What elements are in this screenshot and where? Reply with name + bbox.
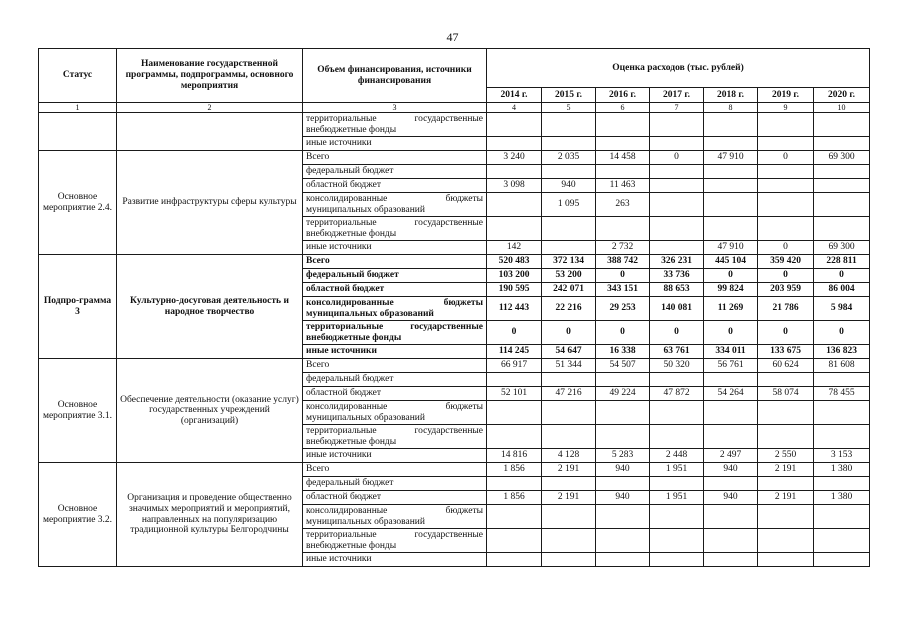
value-cell: 388 742 <box>596 255 650 269</box>
value-cell <box>704 165 758 179</box>
value-cell: 14 458 <box>596 151 650 165</box>
table-body <box>39 113 870 567</box>
value-cell <box>650 505 704 529</box>
value-cell <box>542 553 596 567</box>
value-cell <box>758 217 814 241</box>
column-number: 3 <box>303 103 487 113</box>
value-cell: 3 153 <box>814 449 870 463</box>
value-cell: 3 098 <box>487 179 542 193</box>
value-cell: 343 151 <box>596 283 650 297</box>
value-cell: 54 507 <box>596 359 650 373</box>
value-cell: 140 081 <box>650 297 704 321</box>
value-cell: 0 <box>596 321 650 345</box>
status-cell: Основное мероприятие 2.4. <box>39 151 117 255</box>
funding-source-cell: федеральный бюджет <box>303 477 487 491</box>
value-cell <box>487 425 542 449</box>
value-cell: 142 <box>487 241 542 255</box>
value-cell <box>596 137 650 151</box>
column-number: 10 <box>814 103 870 113</box>
column-number: 5 <box>542 103 596 113</box>
value-cell: 56 761 <box>704 359 758 373</box>
funding-source-cell: иные источники <box>303 137 487 151</box>
value-cell <box>704 217 758 241</box>
value-cell: 2 191 <box>758 491 814 505</box>
value-cell: 0 <box>650 321 704 345</box>
value-cell: 112 443 <box>487 297 542 321</box>
value-cell <box>596 505 650 529</box>
value-cell <box>487 401 542 425</box>
value-cell: 0 <box>704 321 758 345</box>
value-cell <box>758 137 814 151</box>
value-cell: 445 104 <box>704 255 758 269</box>
value-cell <box>542 529 596 553</box>
value-cell <box>758 477 814 491</box>
value-cell <box>814 401 870 425</box>
value-cell: 0 <box>758 151 814 165</box>
value-cell <box>650 553 704 567</box>
value-cell <box>650 193 704 217</box>
value-cell <box>487 193 542 217</box>
value-cell: 1 856 <box>487 463 542 477</box>
funding-source-cell: иные источники <box>303 241 487 255</box>
value-cell: 940 <box>704 463 758 477</box>
value-cell <box>758 529 814 553</box>
funding-source-cell: территориальные государственные внебюджетные фонды <box>303 217 487 241</box>
program-name-cell <box>117 113 303 151</box>
value-cell <box>650 165 704 179</box>
funding-source-cell: областной бюджет <box>303 283 487 297</box>
status-cell: Основное мероприятие 3.1. <box>39 359 117 463</box>
value-cell: 29 253 <box>596 297 650 321</box>
value-cell <box>758 165 814 179</box>
value-cell: 78 455 <box>814 387 870 401</box>
funding-source-cell: иные источники <box>303 449 487 463</box>
program-name-cell: Организация и проведение общественно значимых мероприятий и мероприятий, направленных на популяризацию традиционной культуры Белгородчины <box>117 463 303 567</box>
year-header: 2015 г. <box>542 88 596 103</box>
value-cell <box>758 505 814 529</box>
value-cell <box>650 241 704 255</box>
value-cell: 190 595 <box>487 283 542 297</box>
value-cell <box>542 401 596 425</box>
value-cell <box>487 113 542 137</box>
value-cell: 1 951 <box>650 463 704 477</box>
value-cell: 0 <box>814 321 870 345</box>
value-cell: 16 338 <box>596 345 650 359</box>
value-cell: 54 647 <box>542 345 596 359</box>
value-cell: 940 <box>704 491 758 505</box>
funding-source-cell: областной бюджет <box>303 491 487 505</box>
value-cell: 203 959 <box>758 283 814 297</box>
value-cell: 326 231 <box>650 255 704 269</box>
value-cell <box>650 477 704 491</box>
column-number: 9 <box>758 103 814 113</box>
year-header: 2018 г. <box>704 88 758 103</box>
value-cell: 228 811 <box>814 255 870 269</box>
value-cell <box>487 529 542 553</box>
funding-source-cell: территориальные государственные внебюджетные фонды <box>303 113 487 137</box>
year-header: 2016 г. <box>596 88 650 103</box>
value-cell <box>758 113 814 137</box>
value-cell: 2 732 <box>596 241 650 255</box>
column-number: 1 <box>39 103 117 113</box>
funding-source-cell: территориальные государственные внебюджетные фонды <box>303 321 487 345</box>
value-cell: 81 608 <box>814 359 870 373</box>
value-cell: 103 200 <box>487 269 542 283</box>
value-cell: 940 <box>542 179 596 193</box>
value-cell <box>814 505 870 529</box>
value-cell: 4 128 <box>542 449 596 463</box>
value-cell: 1 095 <box>542 193 596 217</box>
value-cell: 263 <box>596 193 650 217</box>
table-row <box>39 359 870 373</box>
header-row <box>39 49 870 88</box>
status-cell: Основное мероприятие 3.2. <box>39 463 117 567</box>
value-cell: 1 380 <box>814 491 870 505</box>
header-program-name: Наименование государственной программы, подпрограммы, основного мероприятия <box>117 49 303 103</box>
value-cell: 359 420 <box>758 255 814 269</box>
value-cell: 133 675 <box>758 345 814 359</box>
value-cell <box>814 137 870 151</box>
value-cell: 520 483 <box>487 255 542 269</box>
value-cell: 940 <box>596 491 650 505</box>
table-row <box>39 151 870 165</box>
value-cell: 0 <box>758 241 814 255</box>
funding-source-cell: иные источники <box>303 345 487 359</box>
value-cell: 940 <box>596 463 650 477</box>
value-cell: 0 <box>487 321 542 345</box>
value-cell: 51 344 <box>542 359 596 373</box>
value-cell: 334 011 <box>704 345 758 359</box>
value-cell: 47 910 <box>704 151 758 165</box>
header-expenses-estimate: Оценка расходов (тыс. рублей) <box>487 49 870 88</box>
value-cell <box>814 179 870 193</box>
value-cell: 60 624 <box>758 359 814 373</box>
value-cell: 69 300 <box>814 241 870 255</box>
budget-table <box>38 48 870 567</box>
value-cell <box>650 113 704 137</box>
value-cell <box>650 217 704 241</box>
value-cell <box>487 477 542 491</box>
value-cell <box>704 193 758 217</box>
value-cell <box>814 193 870 217</box>
value-cell <box>758 193 814 217</box>
value-cell <box>596 217 650 241</box>
value-cell: 1 380 <box>814 463 870 477</box>
column-number: 6 <box>596 103 650 113</box>
value-cell <box>704 505 758 529</box>
value-cell <box>596 113 650 137</box>
value-cell: 2 550 <box>758 449 814 463</box>
funding-source-cell: федеральный бюджет <box>303 373 487 387</box>
value-cell <box>596 529 650 553</box>
value-cell: 63 761 <box>650 345 704 359</box>
value-cell: 0 <box>596 269 650 283</box>
column-number: 4 <box>487 103 542 113</box>
value-cell <box>542 137 596 151</box>
table-row <box>39 255 870 269</box>
column-number: 2 <box>117 103 303 113</box>
value-cell <box>704 477 758 491</box>
column-number: 8 <box>704 103 758 113</box>
value-cell: 69 300 <box>814 151 870 165</box>
year-header: 2017 г. <box>650 88 704 103</box>
value-cell <box>704 401 758 425</box>
value-cell <box>542 241 596 255</box>
header-funding-volume: Объем финансирования, источники финансирования <box>303 49 487 103</box>
value-cell <box>814 165 870 179</box>
value-cell: 58 074 <box>758 387 814 401</box>
funding-source-cell: Всего <box>303 359 487 373</box>
value-cell <box>814 553 870 567</box>
value-cell <box>487 165 542 179</box>
value-cell <box>650 373 704 387</box>
year-header: 2020 г. <box>814 88 870 103</box>
value-cell: 3 240 <box>487 151 542 165</box>
value-cell: 47 216 <box>542 387 596 401</box>
value-cell: 47 910 <box>704 241 758 255</box>
column-number: 7 <box>650 103 704 113</box>
value-cell: 242 071 <box>542 283 596 297</box>
value-cell: 2 191 <box>542 463 596 477</box>
value-cell: 0 <box>704 269 758 283</box>
value-cell: 14 816 <box>487 449 542 463</box>
value-cell <box>704 553 758 567</box>
value-cell <box>814 477 870 491</box>
funding-source-cell: областной бюджет <box>303 387 487 401</box>
funding-source-cell: территориальные государственные внебюджетные фонды <box>303 529 487 553</box>
value-cell <box>542 505 596 529</box>
value-cell: 88 653 <box>650 283 704 297</box>
value-cell <box>814 217 870 241</box>
value-cell: 53 200 <box>542 269 596 283</box>
program-name-cell: Культурно-досуговая деятельность и народное творчество <box>117 255 303 359</box>
status-cell: Подпро-грамма 3 <box>39 255 117 359</box>
value-cell <box>542 477 596 491</box>
value-cell <box>758 373 814 387</box>
value-cell <box>758 425 814 449</box>
year-header: 2014 г. <box>487 88 542 103</box>
value-cell: 2 497 <box>704 449 758 463</box>
column-number-row <box>39 103 870 113</box>
value-cell: 50 320 <box>650 359 704 373</box>
value-cell <box>596 553 650 567</box>
value-cell <box>487 553 542 567</box>
value-cell <box>704 137 758 151</box>
value-cell: 1 951 <box>650 491 704 505</box>
value-cell: 0 <box>814 269 870 283</box>
value-cell: 47 872 <box>650 387 704 401</box>
value-cell: 99 824 <box>704 283 758 297</box>
value-cell <box>758 179 814 193</box>
value-cell <box>650 179 704 193</box>
program-name-cell: Развитие инфраструктуры сферы культуры <box>117 151 303 255</box>
value-cell: 5 984 <box>814 297 870 321</box>
value-cell: 0 <box>758 321 814 345</box>
value-cell: 114 245 <box>487 345 542 359</box>
funding-source-cell: консолидированные бюджеты муниципальных образований <box>303 193 487 217</box>
value-cell <box>542 373 596 387</box>
funding-source-cell: Всего <box>303 255 487 269</box>
value-cell <box>704 373 758 387</box>
value-cell: 11 269 <box>704 297 758 321</box>
funding-source-cell: федеральный бюджет <box>303 165 487 179</box>
value-cell <box>650 425 704 449</box>
funding-source-cell: консолидированные бюджеты муниципальных образований <box>303 505 487 529</box>
value-cell: 21 786 <box>758 297 814 321</box>
value-cell <box>596 401 650 425</box>
value-cell <box>542 165 596 179</box>
value-cell <box>542 113 596 137</box>
funding-source-cell: консолидированные бюджеты муниципальных образований <box>303 401 487 425</box>
value-cell <box>487 373 542 387</box>
value-cell: 11 463 <box>596 179 650 193</box>
funding-source-cell: областной бюджет <box>303 179 487 193</box>
value-cell <box>596 425 650 449</box>
value-cell <box>596 165 650 179</box>
value-cell <box>596 477 650 491</box>
value-cell: 22 216 <box>542 297 596 321</box>
table-row <box>39 463 870 477</box>
value-cell <box>650 401 704 425</box>
table-row <box>39 113 870 137</box>
value-cell: 33 736 <box>650 269 704 283</box>
value-cell <box>650 137 704 151</box>
header-status: Статус <box>39 49 117 103</box>
value-cell: 2 448 <box>650 449 704 463</box>
value-cell: 2 191 <box>542 491 596 505</box>
value-cell: 0 <box>542 321 596 345</box>
value-cell <box>596 373 650 387</box>
value-cell <box>814 373 870 387</box>
value-cell: 86 004 <box>814 283 870 297</box>
program-name-cell: Обеспечение деятельности (оказание услуг) государственных учреждений (организаций) <box>117 359 303 463</box>
value-cell: 0 <box>758 269 814 283</box>
funding-source-cell: консолидированные бюджеты муниципальных образований <box>303 297 487 321</box>
funding-source-cell: федеральный бюджет <box>303 269 487 283</box>
value-cell <box>814 113 870 137</box>
funding-source-cell: Всего <box>303 463 487 477</box>
funding-source-cell: Всего <box>303 151 487 165</box>
value-cell: 2 035 <box>542 151 596 165</box>
value-cell <box>542 217 596 241</box>
value-cell: 5 283 <box>596 449 650 463</box>
value-cell <box>704 425 758 449</box>
value-cell <box>814 529 870 553</box>
value-cell <box>487 137 542 151</box>
value-cell <box>704 113 758 137</box>
value-cell <box>487 505 542 529</box>
page-number: 47 <box>446 30 459 44</box>
value-cell: 0 <box>650 151 704 165</box>
year-header: 2019 г. <box>758 88 814 103</box>
value-cell <box>814 425 870 449</box>
value-cell: 52 101 <box>487 387 542 401</box>
value-cell <box>487 217 542 241</box>
value-cell <box>758 553 814 567</box>
value-cell: 54 264 <box>704 387 758 401</box>
funding-source-cell: иные источники <box>303 553 487 567</box>
value-cell <box>704 179 758 193</box>
value-cell: 372 134 <box>542 255 596 269</box>
value-cell <box>542 425 596 449</box>
value-cell <box>650 529 704 553</box>
value-cell <box>758 401 814 425</box>
value-cell: 2 191 <box>758 463 814 477</box>
value-cell: 1 856 <box>487 491 542 505</box>
value-cell: 49 224 <box>596 387 650 401</box>
funding-source-cell: территориальные государственные внебюджетные фонды <box>303 425 487 449</box>
value-cell <box>704 529 758 553</box>
status-cell <box>39 113 117 151</box>
value-cell: 136 823 <box>814 345 870 359</box>
value-cell: 66 917 <box>487 359 542 373</box>
